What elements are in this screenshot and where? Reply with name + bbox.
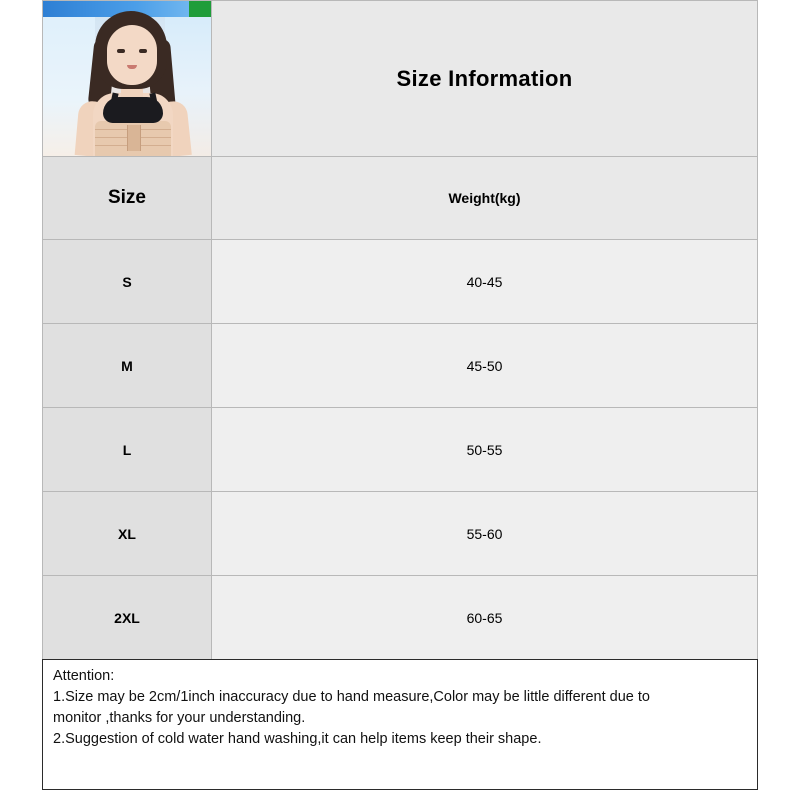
table-column-header-row (43, 157, 758, 240)
attention-line-2: monitor ,thanks for your understanding. (53, 710, 306, 726)
row-size-s: S (43, 240, 212, 324)
row-weight-l: 50-55 (212, 408, 758, 492)
attention-heading: Attention: (53, 668, 115, 684)
product-photo (43, 1, 211, 156)
model-face (107, 25, 157, 85)
column-header-weight: Weight(kg) (212, 157, 758, 240)
table-header-row (43, 1, 758, 157)
table-row (43, 240, 758, 324)
attention-line-1: 1.Size may be 2cm/1inch inaccuracy due to hand measure,Color may be little different due to (53, 689, 650, 705)
row-size-2xl: 2XL (43, 576, 212, 660)
table-title: Size Information (212, 1, 758, 157)
row-size-xl: XL (43, 492, 212, 576)
attention-box (42, 659, 758, 790)
row-weight-xl: 55-60 (212, 492, 758, 576)
table-row (43, 576, 758, 660)
product-photo-cell (43, 1, 212, 157)
table-row (43, 324, 758, 408)
table-row (43, 408, 758, 492)
model-eye-right (139, 49, 147, 53)
attention-line-3: 2.Suggestion of cold water hand washing,it can help items keep their shape. (53, 731, 542, 747)
shaper-band-clasp (127, 125, 141, 151)
row-weight-s: 40-45 (212, 240, 758, 324)
row-size-m: M (43, 324, 212, 408)
row-weight-2xl: 60-65 (212, 576, 758, 660)
row-weight-m: 45-50 (212, 324, 758, 408)
model-eye-left (117, 49, 125, 53)
row-size-l: L (43, 408, 212, 492)
column-header-size: Size (43, 157, 212, 240)
black-bra (103, 97, 163, 123)
table-row (43, 492, 758, 576)
size-information-table (42, 0, 758, 660)
